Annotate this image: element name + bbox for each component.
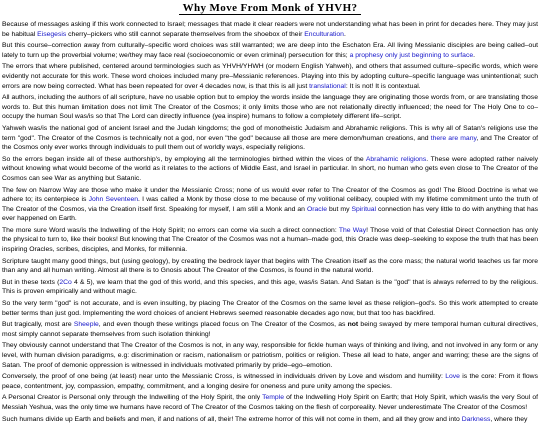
paragraph-text: But in these texts (: [2, 278, 60, 286]
paragraph: [2, 93, 538, 122]
paragraph-text: but my: [327, 205, 352, 213]
paragraph-text: The errors that where published, centered around terminologies such as YHVH/YHWH (or modern English Yahweh), and others that assumed culture–specific words, which were evidently not accurate for this work. These word choices included many pre–Messianic references. Playing into this by adopting culture–specific language was unintentional; such errors are now being corrected. What has been repeated for over 4 decades now, is that this is all just: [2, 63, 538, 90]
inline-link[interactable]: a prophesy only just beginning to surface: [349, 51, 474, 59]
inline-link[interactable]: translational: [309, 82, 346, 90]
inline-link[interactable]: there are many: [430, 134, 477, 142]
paragraph: [2, 20, 538, 39]
inline-link[interactable]: Oracle: [306, 205, 327, 213]
paragraph-text: 4 & 5), we learn that the god of this world, and this species, and this age, was/is Satan. And Satan is the "god" that is always referred to by the religious. This is proven empirically and without magic.: [2, 278, 538, 296]
paragraph-text: Because of messages asking if this work connected to Israel; messages that made it clear readers were not understanding what has been in print for decades here. They may just be habitual: [2, 21, 538, 38]
paragraph-text: So the errors began inside all of these authorship's, by employing all the terminologies birthed within the vices of the: [2, 155, 366, 163]
inline-link[interactable]: Enculturation: [304, 30, 344, 38]
page-title: [2, 2, 538, 17]
inline-link[interactable]: Temple: [262, 394, 285, 402]
inline-link[interactable]: Darkness: [461, 415, 491, 423]
paragraph-text: . These were adopted rather naively without knowing what would become of the world as it relates to the actions of Middle East, and Israel in particular. In short, no human who gets even close to The Creator of the Cosmos can see War as anything but Satanic.: [2, 155, 538, 182]
paragraph-text: is the core: From it flows peace, contentment, joy, compassion, empathy, commitment, and a longing desire for oneness and pure unity among the species.: [2, 373, 538, 390]
page-title-text: Why Move From Monk of YHVH?: [179, 2, 362, 15]
paragraph: [2, 341, 538, 370]
paragraph-text: They obviously cannot understand that The Creator of the Cosmos is not, in any way, responsible for fickle human ways of thinking and living, and not involved in any form or any level, with human division paradigms, e.g: discrimination or racism, nationalism or patriotism, politics or religion. These all lead to hate, anger and warring; these are the signs of Satan. The proof of demonic oppression is witnessed in individuals motivated primarily by pride–ego–emotion.: [2, 342, 538, 369]
paragraph-text: But this course–correction away from culturally–specific word choices was still warranted; we are deep into the Eschaton Era. All living Messianic disciples are being called–out lately to turn up the proverbial volume; we/they may face real (socioeconomic or even criminal) persecution for this;: [2, 42, 538, 59]
paragraph-text: .: [343, 30, 346, 38]
paragraph-text: , and even though these writings placed focus on The Creator of the Cosmos, as: [98, 321, 348, 329]
paragraph-text: Conversely, the proof of one being (at least) near unto the Messianic Cross, is witnessed in individuals driven by Love and wisdom and humility:: [2, 373, 446, 381]
paragraph: [2, 186, 538, 224]
paragraph-text: A Personal Creator is Personal only through the Indwelling of the Holy Spirit, the only: [2, 394, 263, 402]
inline-link[interactable]: Love: [445, 373, 460, 381]
paragraph-text: being swayed by mere temporal human cultural directives, most simply cannot separate themselves from such isolation thinking!: [2, 321, 538, 338]
article: [2, 0, 538, 424]
paragraph-text: Scripture taught many good things, but (using geology), by creating the bedrock layer that begins with The Creation itself as the core mass; the natural world teaches us far more than any and all human writing. Almost all there is to Gnosis about The Creator of the Cosmos, is found in the natural world.: [2, 257, 538, 275]
paragraph-text: , and The Creator of the Cosmos only ever works through individuals to pull them out of worldly ways, especially religions.: [2, 134, 538, 152]
paragraph: [2, 299, 538, 318]
paragraph: [2, 226, 538, 255]
paragraph-text: So the very term "god" is not accurate, and is even insulting, by placing The Creator of the Cosmos on the same level as these religion–god's. So this work attempted to create better terms than just god. Implementing the word choices of ancient Hebrews seemed reasonable decades ago now, but that too has backfired.: [2, 300, 538, 317]
paragraph-text: , where they: [490, 415, 528, 423]
paragraph: [2, 257, 538, 276]
paragraph-text: .: [473, 51, 476, 59]
paragraph: [2, 278, 538, 297]
inline-link[interactable]: 2Co: [59, 278, 72, 286]
paragraph-text: cherry–pickers who still cannot separate themselves from the shoebox of their: [66, 30, 305, 38]
paragraph: [2, 62, 538, 91]
paragraph: [2, 155, 538, 184]
paragraph-text: Such humans divide up Earth and beliefs and men, if and nations of all, their! The extreme horror of this will not come in them, and all they grow and into: [2, 415, 462, 423]
paragraph-text: All authors, including the authors of all scripture, have no usable option but to employ the words inside the language they are originating those words from, or are translating those words to. But this human limitation does not limit The Creator of the Cosmos; it only limits those who are not relationally directly influenced; the need for The Holy One to co–occupy the human Soul was/is so that The Lord can directly influence (yea inspire) humans to follow a completely different life–script.: [2, 94, 538, 121]
paragraph: [2, 415, 538, 424]
bold-text: not: [347, 321, 359, 329]
inline-link[interactable]: Abrahamic religions: [365, 155, 427, 163]
paragraph: [2, 320, 538, 339]
article-body: [2, 20, 538, 424]
paragraph-text: connection has very little to do with anything that has ever happened on Earth.: [2, 205, 538, 223]
inline-link[interactable]: Eisegesis: [37, 30, 67, 38]
paragraph: [2, 124, 538, 153]
paragraph-text: of the Indwelling Holy Spirit on Earth; that Holy Spirit, which was/is the very Soul of Messiah Yeshua, was the only time we humans have record of The Creator of the Cosmos taking on the flesh of corporeality. Never underestimate The Creator of the Cosmos!: [2, 394, 538, 411]
paragraph: [2, 393, 538, 412]
paragraph-text: . I was called a Monk by those close to me because of my volitional celibacy, coupled with my lifetime commitment unto the truth of The Creator of the Cosmos, via the Creation itself first. Speaking for myself, I am still a Monk and an: [2, 196, 538, 213]
paragraph-text: But tragically, most are: [2, 321, 74, 329]
paragraph: [2, 41, 538, 60]
paragraph-text: The more sure Word was/is the Indwelling of the Holy Spirit; no errors can come via such a direct connection:: [2, 226, 339, 234]
paragraph-text: The few on Narrow Way are those who make it under the Messianic Cross; none of us would ever refer to The Creator of the Cosmos as god! The Blood Doctrine is what we adhere to; its centerpiece is: [2, 186, 538, 204]
paragraph-text: : It is not! It is contextual.: [345, 82, 421, 90]
paragraph: [2, 372, 538, 391]
inline-link[interactable]: John Seventeen: [88, 196, 139, 204]
paragraph-text: ! Those void of that Celestial Direct Connection has only the physical to turn to, like their books! But knowing that The Creator of the Cosmos was not a human–made god, this Oracle was deep–seeking to expose the truth that has been inspiring Oracles, scribes, disciples, and Monks, for millennia.: [2, 226, 538, 254]
inline-link[interactable]: The Way: [338, 226, 367, 234]
paragraph-text: Yahweh was/is the national god of ancient Israel and the Judah kingdoms; the god of monotheistic Judaism and Abrahamic religions. This is why all of Satan's religions use the term "god". The Creator of the Cosmos is technically not a god, nor even "the god" because all those are mere demon/human creations, and: [2, 124, 538, 142]
inline-link[interactable]: Sheeple: [73, 321, 99, 329]
inline-link[interactable]: Spiritual: [351, 205, 377, 213]
